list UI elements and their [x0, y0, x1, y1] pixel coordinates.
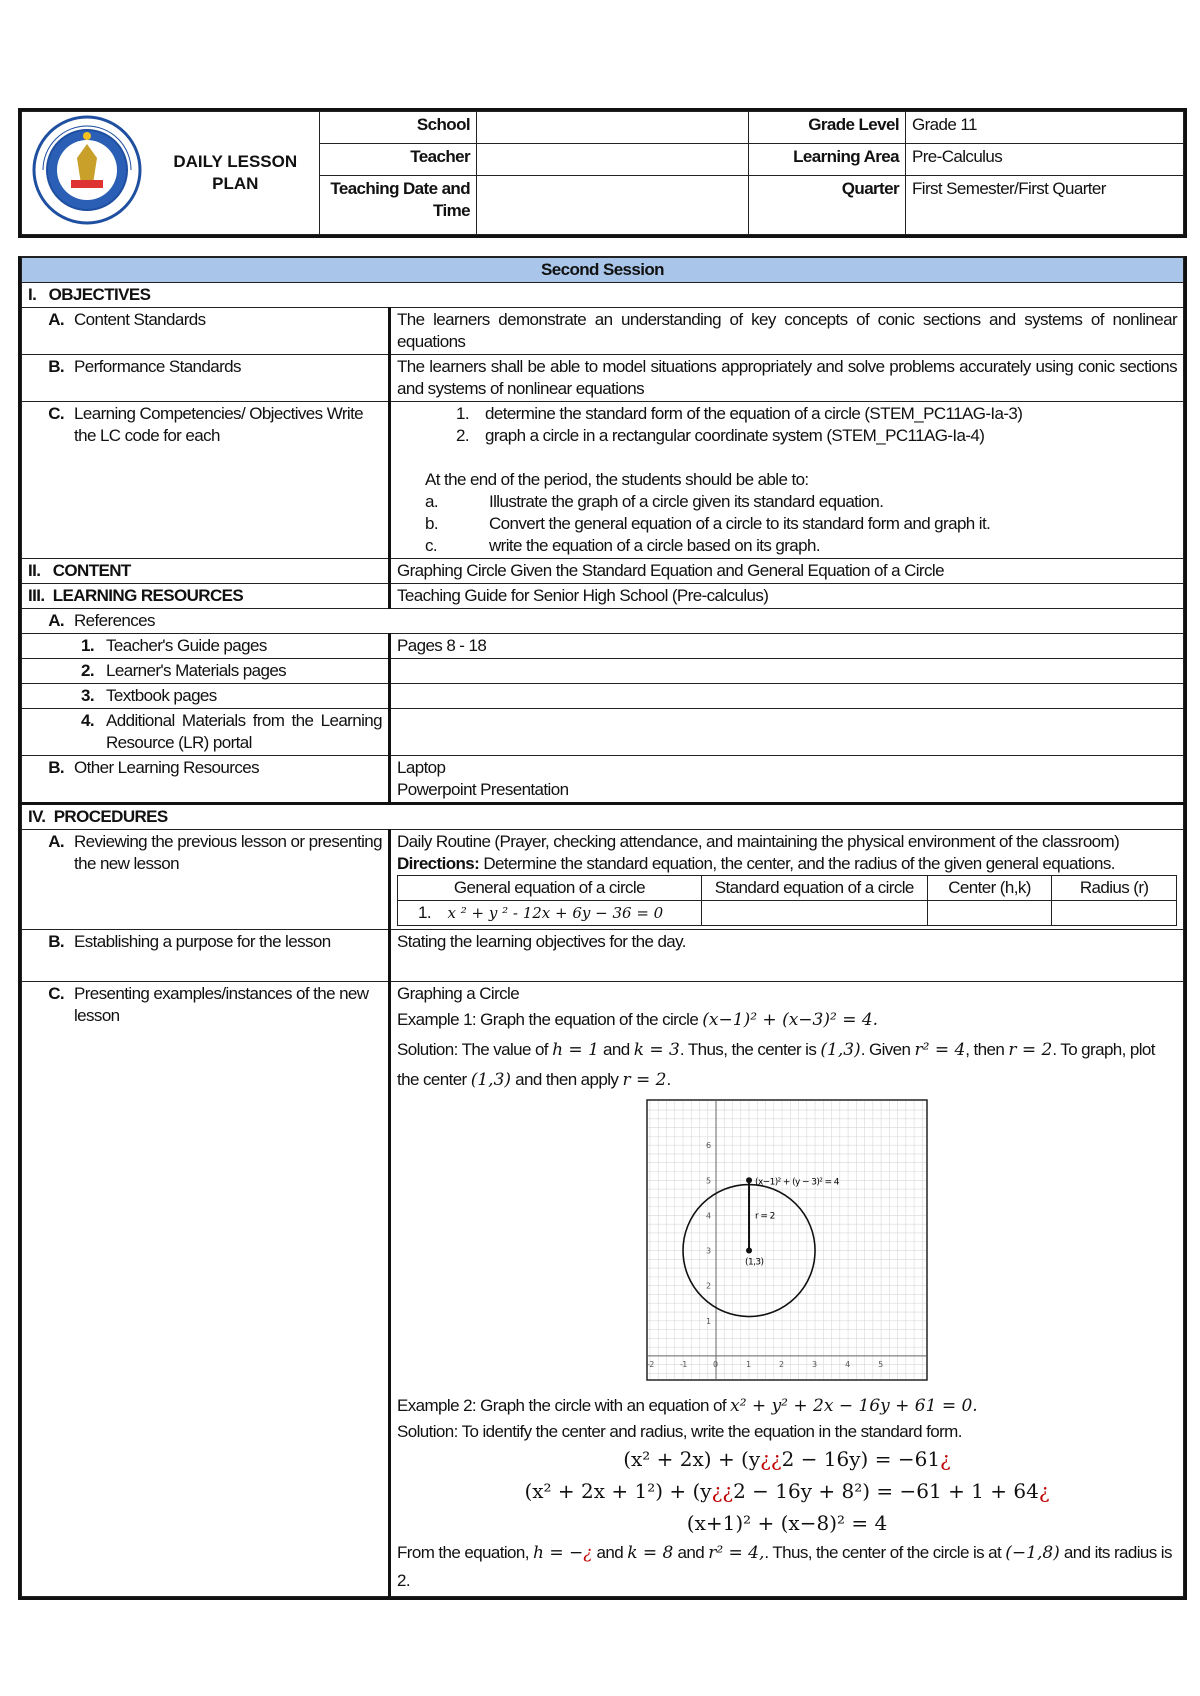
example2-conclusion: From the equation, h = −¿ and k = 8 and r² = 4,. Thus, the center of the circle is at (−1,8) and its radius is 2. — [397, 1543, 1172, 1590]
standard-form-step-1: (x² + 2x) + (y¿¿2 − 16y) = −61¿ — [623, 1447, 951, 1471]
col-standard-equation: Standard equation of a circle — [701, 876, 927, 901]
content-value: Graphing Circle Given the Standard Equation and General Equation of a Circle — [390, 559, 1184, 584]
end-objective-item: b. Convert the general equation of a circle to its standard form and graph it. — [425, 514, 991, 533]
session-title: Second Session — [22, 258, 1184, 283]
end-objective-item: c. write the equation of a circle based on its graph. — [425, 536, 820, 555]
review-exercise-table — [397, 875, 1177, 926]
x-tick-label: 4 — [845, 1359, 850, 1369]
school-value — [477, 112, 749, 144]
end-of-period-intro: At the end of the period, the students should be able to: — [425, 470, 809, 489]
additional-materials-value — [390, 709, 1184, 756]
learning-resources-value: Teaching Guide for Senior High School (Pre-calculus) — [390, 584, 1184, 609]
col-center: Center (h,k) — [927, 876, 1052, 901]
learning-resources-heading: III. LEARNING RESOURCES — [22, 584, 390, 609]
other-resources-value: Laptop Powerpoint Presentation — [390, 756, 1184, 804]
deped-seal — [22, 112, 152, 235]
other-resources-label: B. Other Learning Resources — [22, 756, 390, 804]
y-tick-label: 6 — [706, 1141, 711, 1151]
quarter-value: First Semester/First Quarter — [906, 175, 1184, 234]
teaching-date-label: Teaching Date and Time — [320, 175, 477, 234]
content-heading: II. CONTENT — [22, 559, 390, 584]
school-label: School — [320, 112, 477, 144]
teaching-date-value — [477, 175, 749, 234]
textbook-pages-label: 3. Textbook pages — [22, 684, 390, 709]
lesson-plan-table — [18, 256, 1187, 1600]
y-tick-label: 4 — [706, 1211, 711, 1221]
x-tick-label: 5 — [878, 1359, 883, 1369]
x-tick-label: 0 — [713, 1359, 718, 1369]
y-tick-label: 5 — [706, 1176, 711, 1186]
learning-area-value: Pre-Calculus — [906, 143, 1184, 175]
circle-graph — [397, 1095, 1177, 1391]
circle-graph-svg — [646, 1099, 928, 1381]
purpose-label: B. Establishing a purpose for the lesson — [22, 930, 390, 982]
references-heading: A. References — [22, 609, 1184, 634]
graph-equation-label: (x−1)² + (y − 3)² = 4 — [755, 1177, 839, 1188]
x-tick-label: -2 — [647, 1359, 654, 1369]
teachers-guide-label: 1. Teacher's Guide pages — [22, 634, 390, 659]
presenting-examples-label: C. Presenting examples/instances of the new lesson — [22, 982, 390, 1597]
competency-item: 1. determine the standard form of the equation of a circle (STEM_PC11AG-Ia-3) — [456, 404, 1023, 423]
purpose-value: Stating the learning objectives for the day. — [390, 930, 1184, 982]
solution1: Solution: The value of h = 1 and k = 3. Thus, the center is (1,3). Given r² = 4, then r = 2. To graph, plot the center (1,3) and then apply r = 2. — [397, 1040, 1155, 1090]
teacher-label: Teacher — [320, 143, 477, 175]
grade-level-value: Grade 11 — [906, 112, 1184, 144]
content-standards-value: The learners demonstrate an understanding of key concepts of conic sections and systems of nonlinear equations — [390, 308, 1184, 355]
col-radius: Radius (r) — [1052, 876, 1177, 901]
performance-standards-label: B. Performance Standards — [22, 355, 390, 402]
standard-form-step-2: (x² + 2x + 1²) + (y¿¿2 − 16y + 8²) = −61 + 1 + 64¿ — [524, 1479, 1050, 1503]
learning-area-label: Learning Area — [749, 143, 906, 175]
additional-materials-label: 4. Additional Materials from the Learning Resource (LR) portal — [22, 709, 390, 756]
quarter-label: Quarter — [749, 175, 906, 234]
teachers-guide-value: Pages 8 - 18 — [390, 634, 1184, 659]
content-standards-label: A. Content Standards — [22, 308, 390, 355]
graph-center-point — [746, 1248, 752, 1254]
example2-equation: x² + y² + 2x − 16y + 61 = 0. — [730, 1396, 978, 1416]
x-tick-label: -1 — [680, 1359, 687, 1369]
table-row: 1. x ² + y ² - 12x + 6y − 36 = 0 — [398, 901, 702, 926]
presenting-examples-value: Graphing a Circle Example 1: Graph the equation of the circle (x−1)² + (x−3)² = 4. Solution: The value of h = 1 and k = 3. Thus, the center is (1,3). Given r² = 4, then r = 2. To graph, plot the center (1,3) and then apply r = 2. -2 -1 0 1 2 3 4 5 1 2 3 4 5 6 (x−1)² + (y − 3)² = 4 r = 2 (1,3) Example 2: Graph the circle with an equation of x² + y² + 2x − 16y + 61 = 0. Solution: To identify the center and radius, write the equation in the standard form. (x² + 2x) + (y¿¿2 − 16y) = −61¿ (x² + 2x + 1²) + (y¿¿2 − 16y + 8²) = −61 + 1 + 64¿ (x+1)² + (x−8)² = 4 From the equation, h = −¿ and k = 8 and r² = 4,. Thus, the center of the circle is at (−1,8) and its radius is 2. — [390, 982, 1184, 1597]
learners-materials-value — [390, 659, 1184, 684]
competency-item: 2. graph a circle in a rectangular coordinate system (STEM_PC11AG-Ia-4) — [456, 426, 985, 445]
y-tick-label: 3 — [706, 1246, 711, 1256]
x-tick-label: 1 — [746, 1359, 751, 1369]
header-table — [18, 108, 1187, 238]
reviewing-label: A. Reviewing the previous lesson or presenting the new lesson — [22, 830, 390, 930]
performance-standards-value: The learners shall be able to model situations appropriately and solve problems accurately using conic sections and systems of nonlinear equations — [390, 355, 1184, 402]
learners-materials-label: 2. Learner's Materials pages — [22, 659, 390, 684]
teacher-value — [477, 143, 749, 175]
deped-seal-icon — [31, 114, 143, 226]
reviewing-value: Daily Routine (Prayer, checking attendance, and maintaining the physical environment of the classroom) Directions: Determine the standard equation, the center, and the radius of the given general equations. General equation of a circle Standard equation of a circle Center (h,k) Radius (r) 1. x ² + y ² - 12x + 6y − 36 = 0 — [390, 830, 1184, 930]
example1-equation: (x−1)² + (x−3)² = 4. — [702, 1010, 879, 1030]
graph-radius-label: r = 2 — [755, 1211, 775, 1222]
competencies-value — [390, 402, 1184, 559]
y-tick-label: 1 — [706, 1316, 711, 1326]
procedures-heading: IV. PROCEDURES — [22, 804, 1184, 830]
col-general-equation: General equation of a circle — [398, 876, 702, 901]
textbook-pages-value — [390, 684, 1184, 709]
x-tick-label: 3 — [812, 1359, 817, 1369]
graph-center-label: (1,3) — [745, 1257, 764, 1268]
competencies-label: C. Learning Competencies/ Objectives Write the LC code for each — [22, 402, 390, 559]
objectives-heading: I. OBJECTIVES — [22, 283, 1184, 308]
standard-form-step-3: (x+1)² + (x−8)² = 4 — [686, 1511, 888, 1535]
end-objective-item: a. Illustrate the graph of a circle given its standard equation. — [425, 492, 884, 511]
grade-level-label: Grade Level — [749, 112, 906, 144]
y-tick-label: 2 — [706, 1281, 711, 1291]
daily-lesson-plan-title: DAILY LESSON PLAN — [152, 112, 320, 235]
graph-top-point — [746, 1177, 752, 1183]
x-tick-label: 2 — [779, 1359, 784, 1369]
